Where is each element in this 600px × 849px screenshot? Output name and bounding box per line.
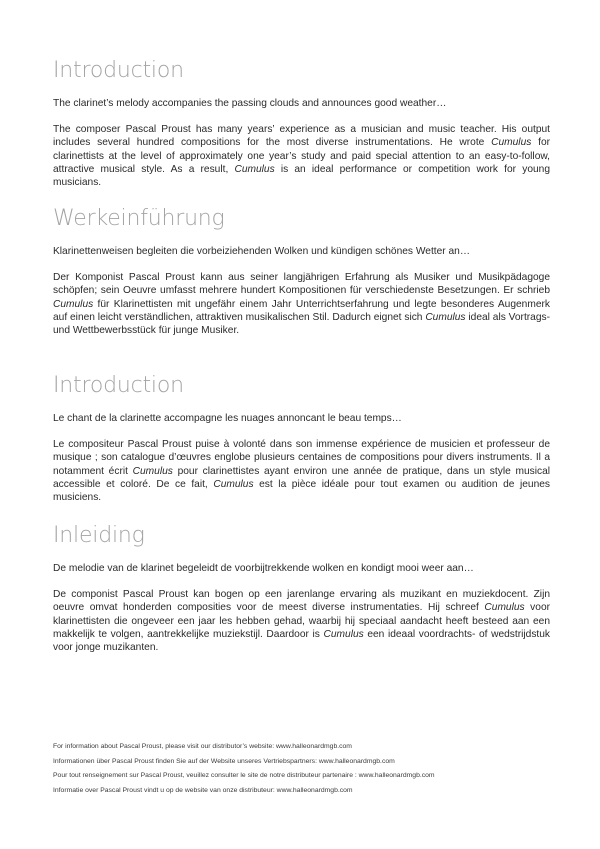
- section-lead: De melodie van de klarinet begeleidt de voorbijtrekkende wolken en kondigt mooi weer aan…: [53, 563, 474, 574]
- work-title: Cumulus: [53, 298, 94, 310]
- section-lead: Klarinettenweisen begleiten die vorbeiziehenden Wolken und kündigen schönes Wetter an…: [53, 246, 471, 257]
- section-body: The composer Pascal Proust has many years’ experience as a musician and music teacher. His output includes several hundred compositions for the most diverse instrumentations. He wrote Cumulus for clarinettists at the level of approximately one year’s study and paid special attention to an easy-to-follow, attractive musical style. As a result, Cumulus is an ideal performance or competition work for young musicians.: [53, 124, 551, 189]
- section-german: [53, 206, 550, 337]
- work-title: Cumulus: [323, 628, 364, 640]
- footer-line-dutch: Informatie over Pascal Proust vindt u op de website van onze distributeur: www.halleonardmgb.com: [53, 787, 353, 795]
- work-title: Cumulus: [213, 478, 254, 490]
- section-lead: Le chant de la clarinette accompagne les nuages annoncant le beau temps…: [53, 413, 402, 424]
- footer-line-german: Informationen über Pascal Proust finden Sie auf der Website unseres Vertriebspartners: www.halleonardmgb.com: [53, 757, 395, 765]
- section-body: Le compositeur Pascal Proust puise à volonté dans son immense expérience de musicien et professeur de musique ; son catalogue d’œuvres englobe plusieurs centaines de compositions pour divers instruments. Il a notamment écrit Cumulus pour clarinettistes ayant environ une année de pratique, dans un style musical accessible et coloré. De ce fait, Cumulus est la pièce idéale pour tout examen ou audition de jeunes musiciens.: [53, 439, 551, 504]
- section-french: [53, 373, 550, 504]
- footer-line-french: Pour tout renseignement sur Pascal Proust, veuillez consulter le site de notre distributeur partenaire : www.halleonardmgb.com: [53, 772, 435, 780]
- section-lead: The clarinet’s melody accompanies the passing clouds and announces good weather…: [53, 98, 447, 109]
- section-body: De componist Pascal Proust kan bogen op een jarenlange ervaring als muzikant en muziekdocent. Zijn oeuvre omvat honderden composities voor de meest diverse instrumentaties. Hij schreef Cumulus voor klarinettisten die ongeveer een jaar les hebben gehad, waarbij hij speciaal aandacht heeft besteed aan een makkelijk te volgen, aantrekkelijke muziekstijl. Daardoor is Cumulus een ideaal voordrachts- of wedstrijdstuk voor jonge muzikanten.: [53, 589, 550, 654]
- distributor-footer: [53, 740, 550, 799]
- work-title: Cumulus: [491, 137, 532, 149]
- section-heading: Introduction: [53, 58, 184, 83]
- section-dutch: [53, 523, 550, 654]
- work-title: Cumulus: [484, 602, 525, 614]
- work-title: Cumulus: [132, 465, 173, 477]
- section-heading: Inleiding: [53, 523, 145, 548]
- section-heading: Introduction: [53, 373, 184, 398]
- section-heading: Werkeinführung: [53, 206, 225, 231]
- work-title: Cumulus: [425, 311, 466, 323]
- section-english: [53, 58, 550, 189]
- section-body: Der Komponist Pascal Proust kann aus seiner langjährigen Erfahrung als Musiker und Musikpädagoge schöpfen; sein Oeuvre umfasst mehrere hundert Kompositionen für verschiedenste Besetzungen. Er schrieb Cumulus für Klarinettisten mit ungefähr einem Jahr Unterrichtserfahrung und legte besonderes Augenmerk auf einen leicht verständlichen, attraktiven musikalischen Stil. Dadurch eignet sich Cumulus ideal als Vortrags- und Wettbewerbsstück für junge Musiker.: [53, 272, 550, 337]
- footer-line-english: For information about Pascal Proust, please visit our distributor’s website: www.halleonardmgb.com: [53, 743, 352, 750]
- work-title: Cumulus: [234, 163, 275, 175]
